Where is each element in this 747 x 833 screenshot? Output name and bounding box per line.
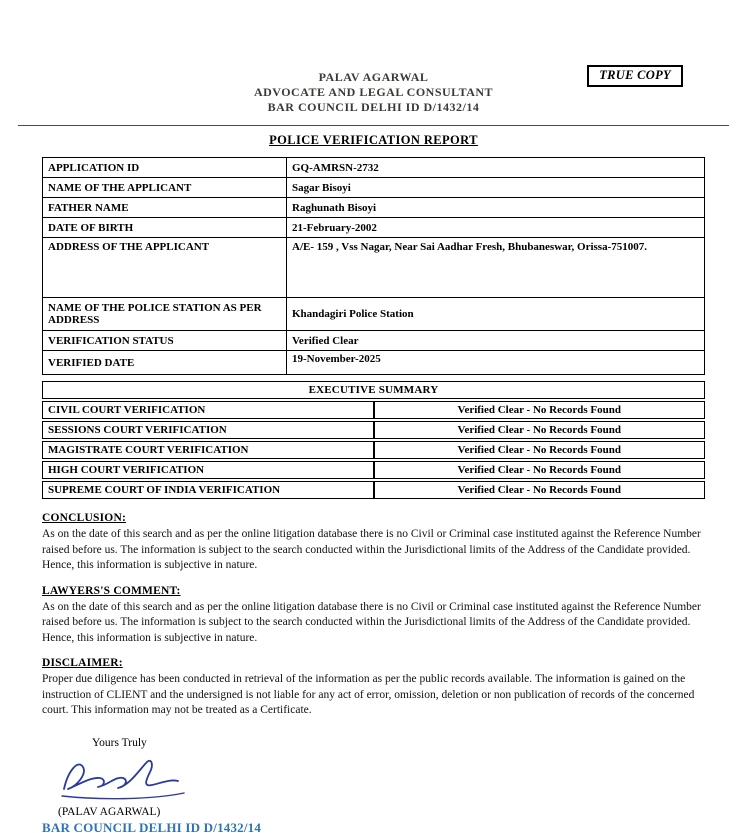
footer-bar-id: BAR COUNCIL DELHI ID D/1432/14 [42,819,262,833]
true-copy-stamp [587,65,683,87]
table-row [43,331,705,351]
applicant-details-table [42,157,705,375]
report-content [42,157,705,833]
executive-summary-title: EXECUTIVE SUMMARY [42,381,705,399]
lawyers-comment-section [42,585,705,647]
table-row [42,461,705,479]
field-label: VERIFIED DATE [43,351,287,375]
table-row [42,401,705,419]
summary-value: Verified Clear - No Records Found [374,481,706,499]
advocate-title: ADVOCATE AND LEGAL CONSULTANT [253,85,494,99]
summary-value: Verified Clear - No Records Found [374,421,706,439]
table-row [43,298,705,331]
executive-summary-header-row [42,381,705,399]
advocate-name: PALAV AGARWAL [318,70,429,84]
closing-block [42,737,705,833]
table-row [43,238,705,298]
advocate-bar-id: BAR COUNCIL DELHI ID D/1432/14 [267,100,480,114]
field-label: APPLICATION ID [43,158,287,178]
field-label: DATE OF BIRTH [43,218,287,238]
field-label: NAME OF THE APPLICANT [43,178,287,198]
signature-svg [58,755,188,803]
field-value: Raghunath Bisoyi [287,198,705,218]
signature-image [58,755,705,803]
section-text: As on the date of this search and as per the online litigation database there is no Civil or Criminal case instituted against the Reference Number raised before us. The information is subject to the search conducted within the Jurisdictional limits of the Address of the Candidate provided. Hence, this information is subjective in nature. [42,528,701,571]
table-row [43,218,705,238]
field-value: GQ-AMRSN-2732 [287,158,705,178]
field-label: NAME OF THE POLICE STATION AS PER ADDRESS [43,298,287,331]
table-row [42,481,705,499]
field-value: 21-February-2002 [287,218,705,238]
summary-label: SUPREME COURT OF INDIA VERIFICATION [42,481,374,499]
true-copy-label: TRUE COPY [599,68,671,82]
disclaimer-section [42,657,705,719]
section-text: Proper due diligence has been conducted in retrieval of the information as per the public records available. The information is gained on the instruction of CLIENT and the undersigned is not liable for any act of error, omission, deletion or non publication of records of the concerned court. This information may not be treated as a Certificate. [42,673,695,716]
field-value: Sagar Bisoyi [287,178,705,198]
summary-value: Verified Clear - No Records Found [374,441,706,459]
table-row [43,351,705,375]
table-row [43,178,705,198]
field-label: VERIFICATION STATUS [43,331,287,351]
summary-label: HIGH COURT VERIFICATION [42,461,374,479]
summary-value: Verified Clear - No Records Found [374,461,706,479]
field-label: FATHER NAME [43,198,287,218]
field-value: 19-November-2025 [287,351,705,375]
table-row [43,198,705,218]
salutation: Yours Truly [92,736,147,749]
summary-value: Verified Clear - No Records Found [374,401,706,419]
section-text: As on the date of this search and as per the online litigation database there is no Civil or Criminal case instituted against the Reference Number raised before us. The information is subject to the search conducted within the Jurisdictional limits of the Address of the Candidate provided. Hence, this information is subjective in nature. [42,600,701,644]
table-row [42,421,705,439]
summary-label: CIVIL COURT VERIFICATION [42,401,374,419]
conclusion-section [42,512,705,574]
field-value: A/E- 159 , Vss Nagar, Near Sai Aadhar Fresh, Bhubaneswar, Orissa-751007. [287,238,705,298]
summary-label: SESSIONS COURT VERIFICATION [42,421,374,439]
letterhead [0,0,747,115]
section-heading: LAWYERS'S COMMENT: [42,584,181,597]
table-row [42,441,705,459]
section-heading: CONCLUSION: [42,512,126,524]
header-divider [18,125,729,126]
section-heading: DISCLAIMER: [42,657,123,669]
field-value: Khandagiri Police Station [287,298,705,331]
table-row [43,158,705,178]
field-label: ADDRESS OF THE APPLICANT [43,238,287,298]
signatory-name: (PALAV AGARWAL) [58,805,161,818]
summary-label: MAGISTRATE COURT VERIFICATION [42,441,374,459]
field-value: Verified Clear [287,331,705,351]
report-title: POLICE VERIFICATION REPORT [269,133,478,147]
executive-summary-table [42,379,705,501]
